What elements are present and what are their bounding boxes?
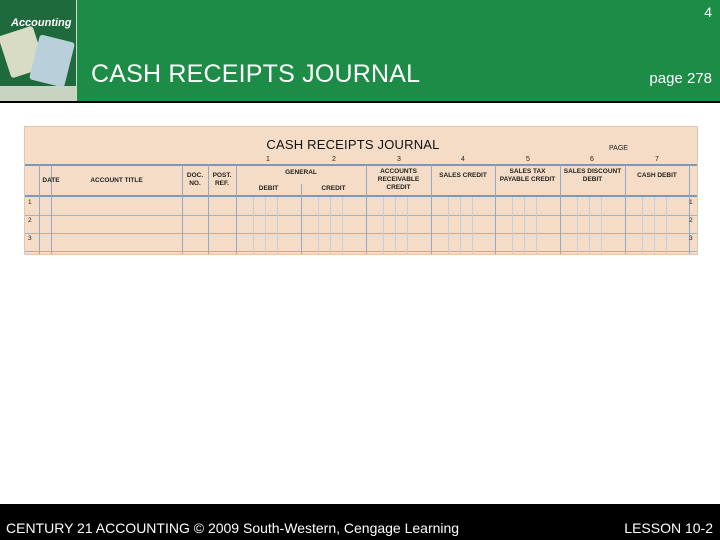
slide-footer [0,504,720,540]
column-number: 2 [332,156,336,163]
amount-guide-line [395,197,396,254]
header-sales-credit: SALES CREDIT [439,172,487,179]
column-number: 5 [526,156,530,163]
row-number-left: 3 [28,235,32,242]
amount-guide-line [330,197,331,254]
journal-row-rule [25,233,697,234]
slide-header [0,0,720,103]
journal-title: CASH RECEIPTS JOURNAL [266,137,440,152]
row-number-right: 2 [689,217,693,224]
column-divider [301,184,302,254]
column-divider [236,165,237,254]
header-post-ref: POST. REF. [212,172,232,187]
row-number-left: 2 [28,217,32,224]
cover-art-strip [0,86,76,101]
header-sales-tax-payable-credit: SALES TAX PAYABLE CREDIT [499,168,556,183]
amount-guide-line [589,197,590,254]
amount-guide-line [460,197,461,254]
column-number: 7 [655,156,659,163]
amount-guide-line [448,197,449,254]
amount-guide-line [666,197,667,254]
amount-guide-line [253,197,254,254]
header-cash-debit: CASH DEBIT [637,172,677,179]
amount-guide-line [472,197,473,254]
amount-guide-line [601,197,602,254]
journal-rule [25,195,697,197]
header-sales-discount-debit: SALES DISCOUNT DEBIT [563,168,622,183]
cover-title: Accounting [11,17,72,29]
amount-guide-line [512,197,513,254]
header-general-credit: CREDIT [321,185,346,192]
header-general: GENERAL [285,169,317,176]
journal-row-rule [25,251,697,252]
amount-guide-line [577,197,578,254]
amount-guide-line [342,197,343,254]
row-number-right: 1 [689,199,693,206]
row-number-right: 3 [689,235,693,242]
slide-number: 4 [704,4,712,20]
amount-guide-line [383,197,384,254]
cash-receipts-journal-form [24,126,698,255]
column-number: 3 [397,156,401,163]
amount-guide-line [265,197,266,254]
header-accounts-receivable-credit: ACCOUNTS RECEIVABLE CREDIT [377,168,420,191]
header-general-debit: DEBIT [258,185,279,192]
header-account-title: ACCOUNT TITLE [90,177,143,184]
amount-guide-line [642,197,643,254]
amount-guide-line [654,197,655,254]
slide-title: CASH RECEIPTS JOURNAL [91,60,421,88]
column-number: 4 [461,156,465,163]
amount-guide-line [318,197,319,254]
column-number: 1 [266,156,270,163]
amount-guide-line [407,197,408,254]
footer-lesson: LESSON 10-2 [624,520,713,536]
textbook-cover-image [0,0,77,101]
journal-page-label: PAGE [609,145,628,152]
amount-guide-line [536,197,537,254]
row-number-left: 1 [28,199,32,206]
header-doc-no: DOC. NO. [186,172,204,187]
journal-rule [25,164,697,166]
footer-copyright: CENTURY 21 ACCOUNTING © 2009 South-Western, Cengage Learning [6,520,460,536]
journal-row-rule [25,215,697,216]
amount-guide-line [524,197,525,254]
column-number: 6 [590,156,594,163]
header-date: DATE [42,177,60,184]
header-divider [0,101,720,103]
amount-guide-line [277,197,278,254]
page-reference: page 278 [649,70,712,87]
